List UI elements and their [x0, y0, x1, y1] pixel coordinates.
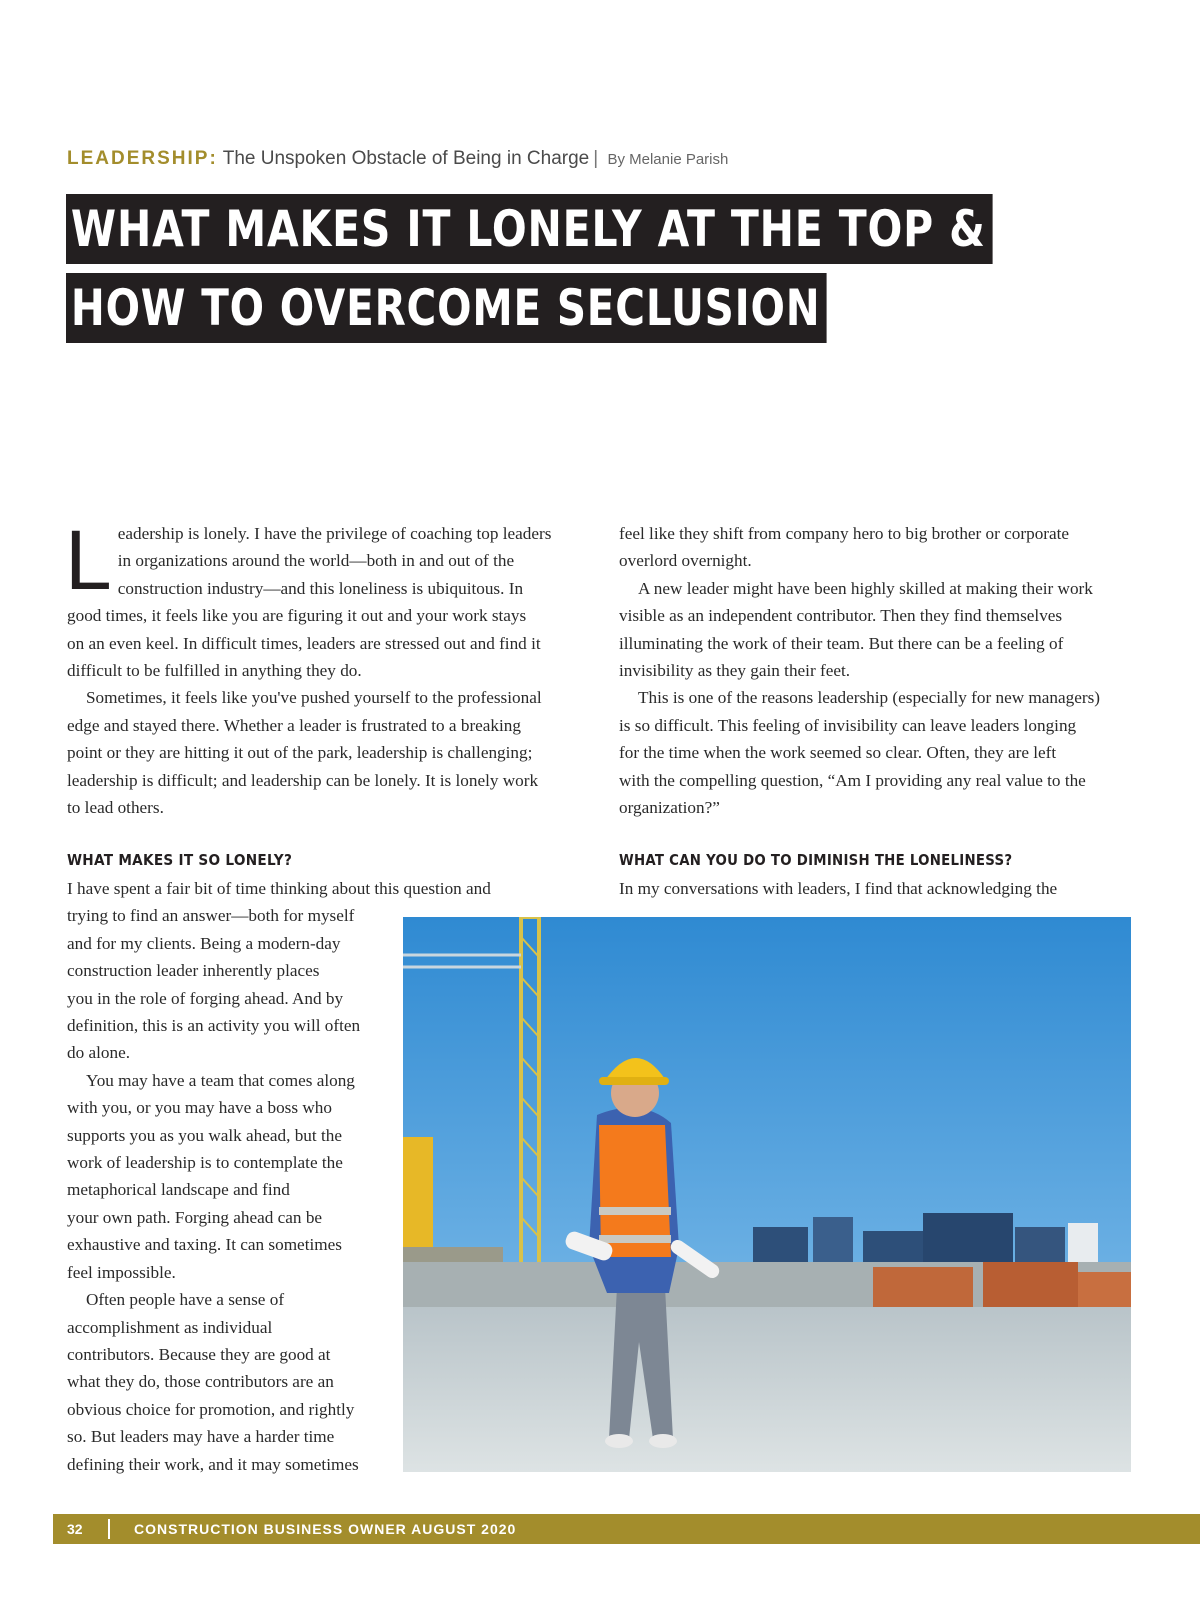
left-column-intro — [65, 513, 587, 821]
right-column-lower — [619, 875, 1139, 902]
paragraph: A new leader might have been highly skilled at making their work visible as an independent contributor. Then they find themselves illuminating the work of their team. But there can be a feeling of invisibility as they gain their feet. — [619, 578, 1093, 681]
page-footer — [53, 1514, 1200, 1544]
paragraph: Often people have a sense of accomplishment as individual contributors. Because they are good at what they do, those contributors are an obvious choice for promotion, and rightly so. But leaders may have a harder time defining their work, and it may sometimes — [67, 1290, 359, 1474]
drop-cap: L — [65, 513, 112, 607]
footer-divider — [108, 1519, 110, 1539]
headline-line-1: WHAT MAKES IT LONELY AT THE TOP & — [66, 194, 992, 264]
photo-illustration — [403, 917, 1131, 1472]
paragraph: This is one of the reasons leadership (especially for new managers) is so difficult. This feeling of invisibility can leave leaders longing for the time when the work seemed so clear. Often, they are left with the compelling question, “Am I providing any real value to the organization?” — [619, 688, 1100, 818]
byline: By Melanie Parish — [607, 151, 729, 168]
paragraph: feel like they shift from company hero to big brother or corporate overlord overnight. — [619, 524, 1070, 571]
magazine-issue: CONSTRUCTION BUSINESS OWNER AUGUST 2020 — [134, 1521, 517, 1537]
paragraph: Sometimes, it feels like you've pushed yourself to the professional edge and stayed there. Whether a leader is frustrated to a breaking point or they are hitting it out of the park, leadership is challenging; leadership is difficult; and leadership can be lonely. It is lonely work to lead others. — [67, 688, 542, 818]
paragraph: You may have a team that comes along with you, or you may have a boss who supports you as you walk ahead, but the work of leadership is to contemplate the metaphorical landscape and find your own path. Forging ahead can be exhaustive and taxing. It can sometimes feel impossible. — [67, 1070, 355, 1282]
section-heading-right: WHAT CAN YOU DO TO DIMINISH THE LONELINESS? — [619, 851, 1013, 869]
page-number: 32 — [67, 1521, 83, 1537]
right-column — [619, 520, 1139, 821]
paragraph: In my conversations with leaders, I find that acknowledging the — [619, 879, 1058, 898]
headline-line-2: HOW TO OVERCOME SECLUSION — [66, 273, 827, 343]
paragraph: I have spent a fair bit of time thinking about this question and trying to find an answer—both for myself and for my clients. Being a modern-day construction leader inherently places you in the role of forging ahead. And by definition, this is an activity you will often do alone. — [67, 879, 491, 1063]
ground — [403, 1307, 1131, 1472]
kicker-separator: | — [593, 148, 599, 169]
section-heading-left: WHAT MAKES IT SO LONELY? — [67, 851, 293, 869]
article-subtitle: The Unspoken Obstacle of Being in Charge — [222, 148, 590, 169]
paragraph: eadership is lonely. I have the privilege of coaching top leaders in organizations around the world—both in and out of the construction industry—and this loneliness is ubiquitous. In good times, it feels like you are figuring it out and your work stays on an even keel. In difficult times, leaders are stressed out and find it difficult to be fulfilled in anything they do. — [67, 524, 552, 681]
construction-worker-photo — [403, 917, 1131, 1472]
section-label: LEADERSHIP: — [67, 148, 218, 169]
article-kicker — [67, 148, 728, 170]
